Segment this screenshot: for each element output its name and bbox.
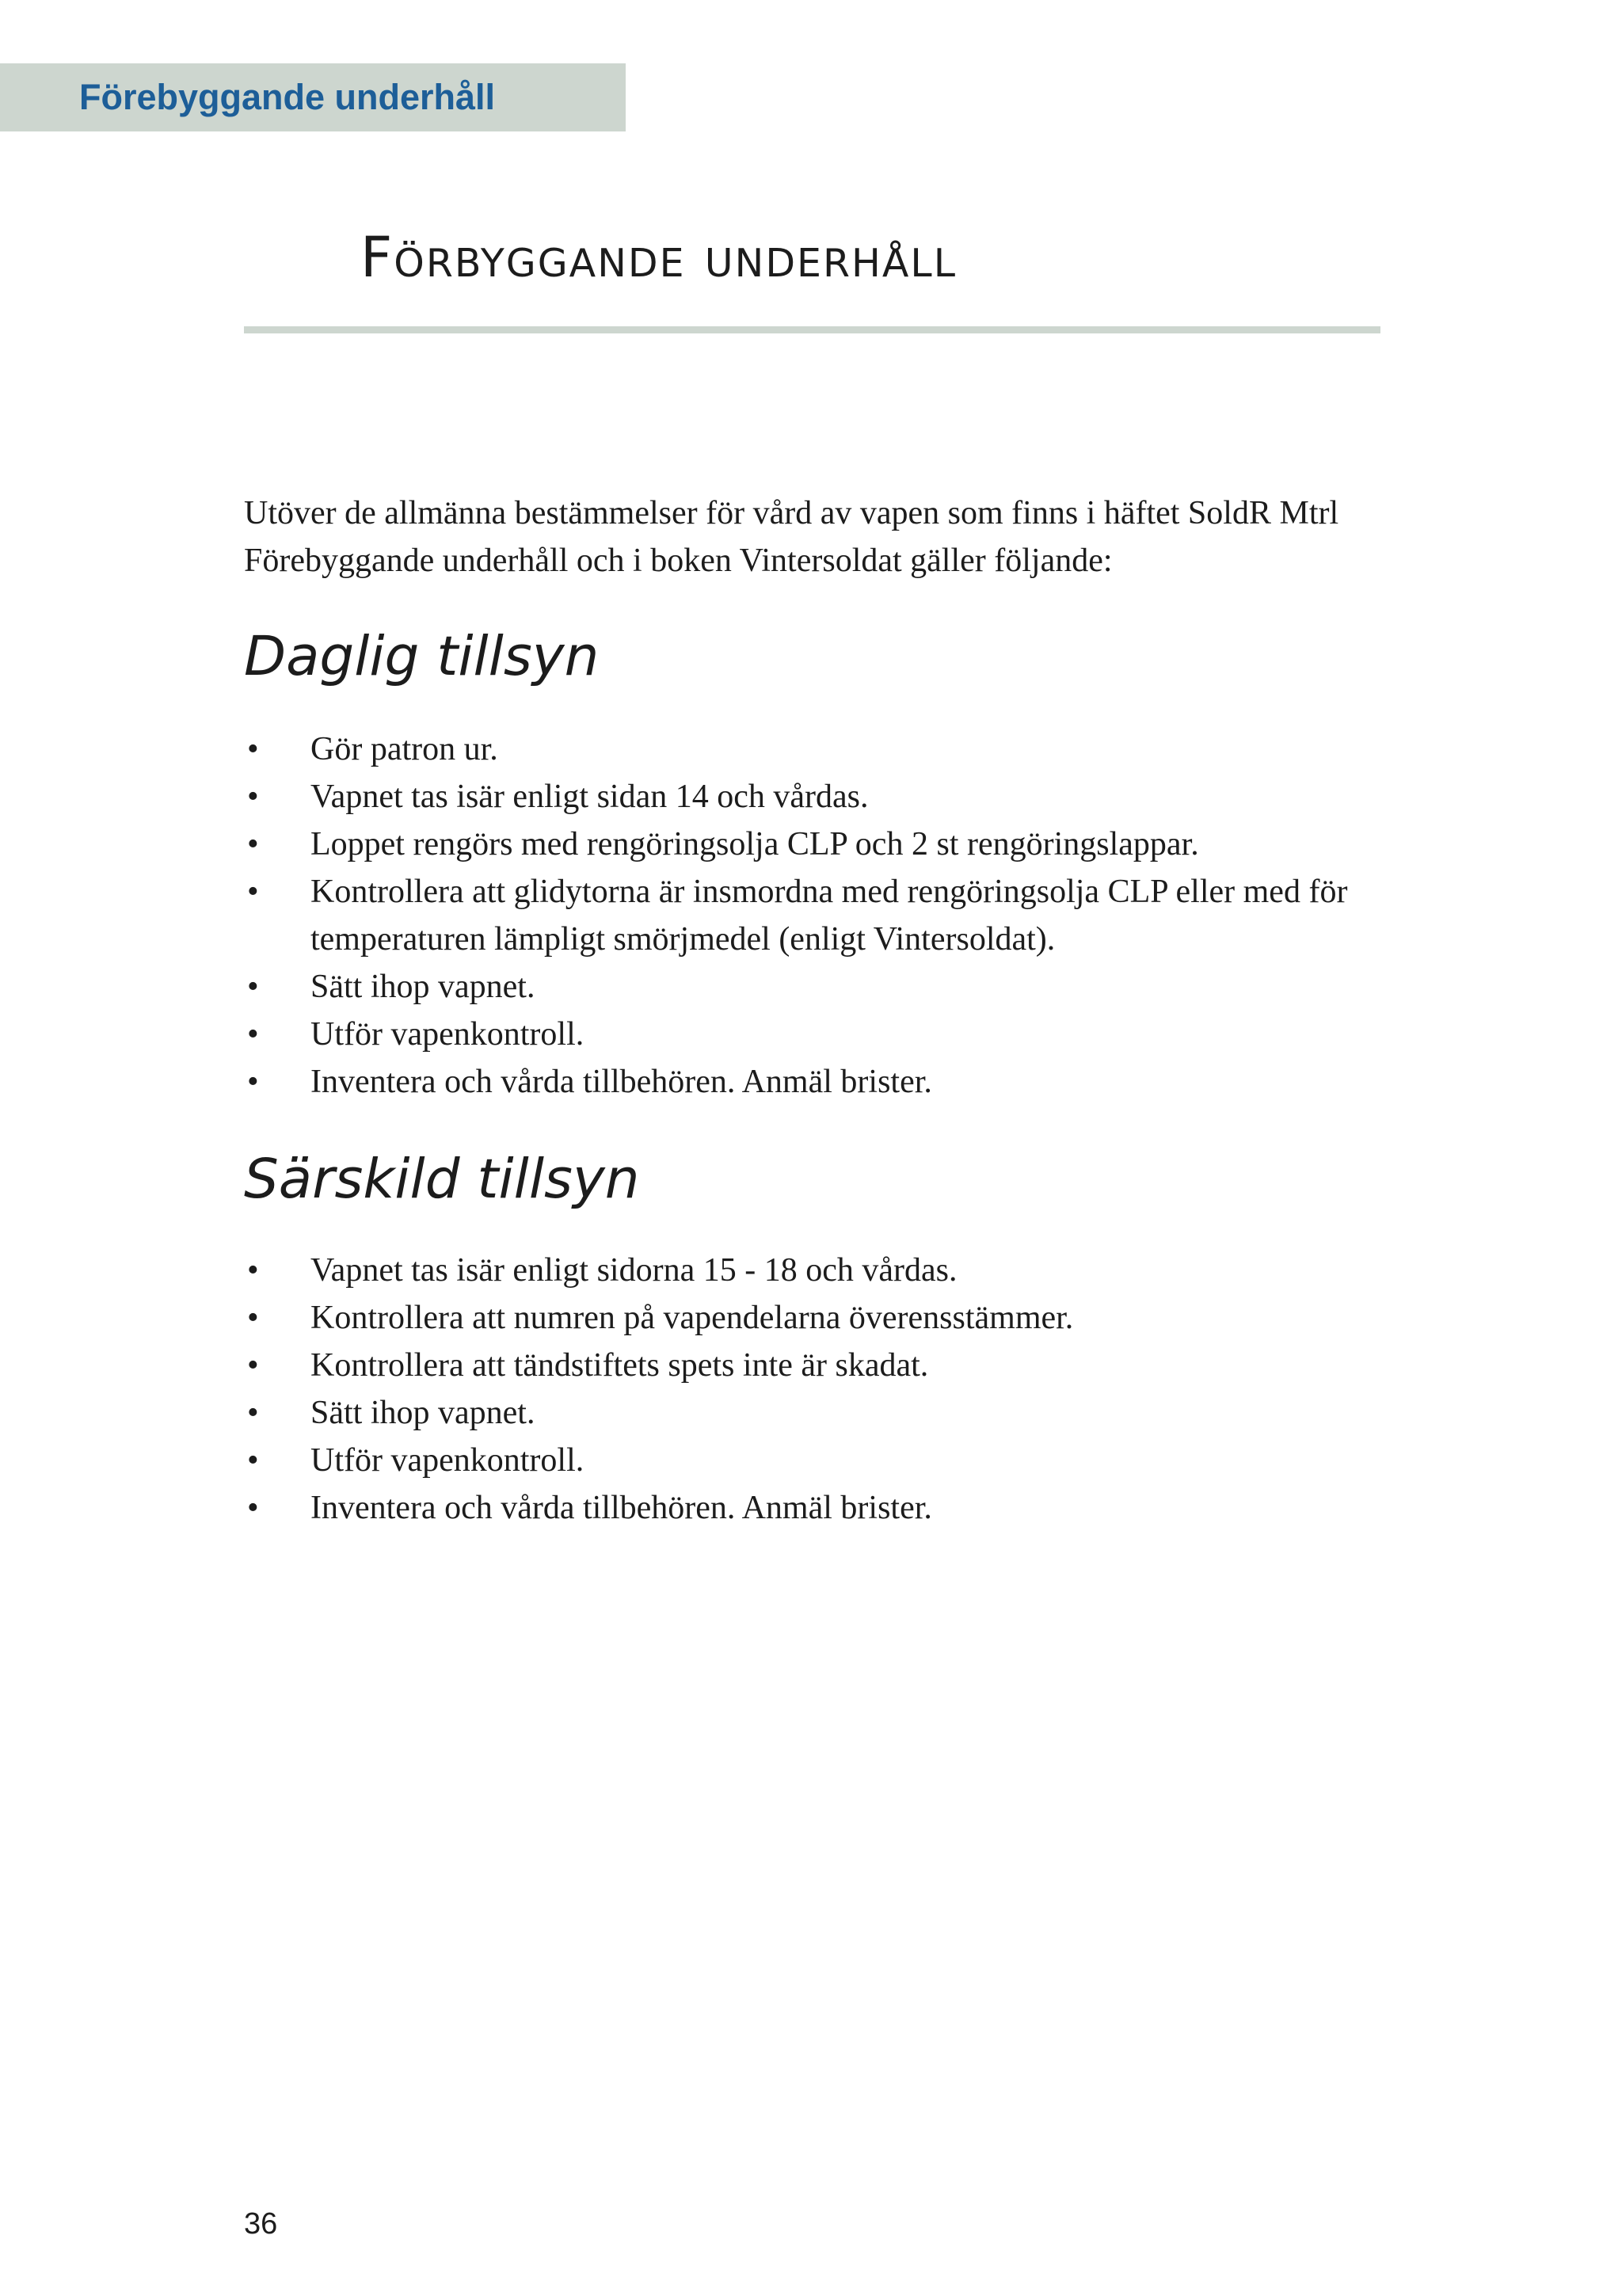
list-item-text: Utför vapenkontroll.	[310, 1442, 584, 1479]
list-item-text: Gör patron ur.	[310, 731, 498, 767]
list-item	[244, 821, 1416, 868]
page-number: 36	[244, 2207, 278, 2241]
section-tab	[0, 63, 626, 131]
list-item	[244, 1437, 1416, 1484]
bullet-icon: •	[247, 1016, 259, 1053]
bullet-icon: •	[247, 874, 259, 910]
title-divider	[244, 326, 1380, 333]
bullet-icon: •	[247, 779, 259, 815]
list-item-text: Kontrollera att tändstiftets spets inte är skadat.	[310, 1347, 929, 1384]
list-item-text: Inventera och vårda tillbehören. Anmäl brister.	[310, 1064, 932, 1100]
bullet-icon: •	[247, 826, 259, 862]
list-item-text: Loppet rengörs med rengöringsolja CLP och 2 st rengöringslappar.	[310, 826, 1199, 862]
section-tab-label: Förebyggande underhåll	[79, 77, 496, 117]
list-item	[244, 1058, 1416, 1106]
page-title: Förbyggande underhåll	[360, 225, 958, 290]
list-item	[244, 1294, 1416, 1342]
heading-sarskild-tillsyn: Särskild tillsyn	[244, 1148, 640, 1211]
list-item	[244, 1389, 1416, 1437]
bullet-icon: •	[247, 1442, 259, 1479]
list-item	[244, 1342, 1416, 1389]
bullet-icon: •	[247, 1347, 259, 1384]
list-item	[244, 1247, 1416, 1294]
list-item	[244, 725, 1416, 773]
heading-daglig-tillsyn: Daglig tillsyn	[244, 625, 600, 688]
list-item-text: Kontrollera att glidytorna är insmordna med rengöringsolja CLP eller med för temperaturen lämpligt smörjmedel (enligt Vintersoldat).	[310, 874, 1348, 958]
bullet-icon: •	[247, 1395, 259, 1431]
bullet-icon: •	[247, 969, 259, 1005]
list-item-text: Vapnet tas isär enligt sidorna 15 - 18 och vårdas.	[310, 1252, 958, 1289]
list-item	[244, 868, 1416, 963]
list-item-text: Sätt ihop vapnet.	[310, 1395, 535, 1431]
list-item-text: Inventera och vårda tillbehören. Anmäl brister.	[310, 1490, 932, 1526]
bullet-icon: •	[247, 731, 259, 767]
bullet-icon: •	[247, 1064, 259, 1100]
list-item-text: Vapnet tas isär enligt sidan 14 och vårdas.	[310, 779, 869, 815]
list-item-text: Kontrollera att numren på vapendelarna överensstämmer.	[310, 1300, 1074, 1336]
list-item	[244, 1484, 1416, 1532]
daglig-tillsyn-list	[244, 725, 1416, 1106]
bullet-icon: •	[247, 1252, 259, 1289]
intro-paragraph: Utöver de allmänna bestämmelser för vård av vapen som finns i häftet SoldR Mtrl Förebyggande underhåll och i boken Vintersoldat gäller följande:	[244, 495, 1339, 579]
list-item	[244, 773, 1416, 821]
bullet-icon: •	[247, 1300, 259, 1336]
sarskild-tillsyn-list	[244, 1247, 1416, 1532]
list-item	[244, 963, 1416, 1011]
bullet-icon: •	[247, 1490, 259, 1526]
list-item-text: Utför vapenkontroll.	[310, 1016, 584, 1053]
list-item	[244, 1011, 1416, 1058]
list-item-text: Sätt ihop vapnet.	[310, 969, 535, 1005]
